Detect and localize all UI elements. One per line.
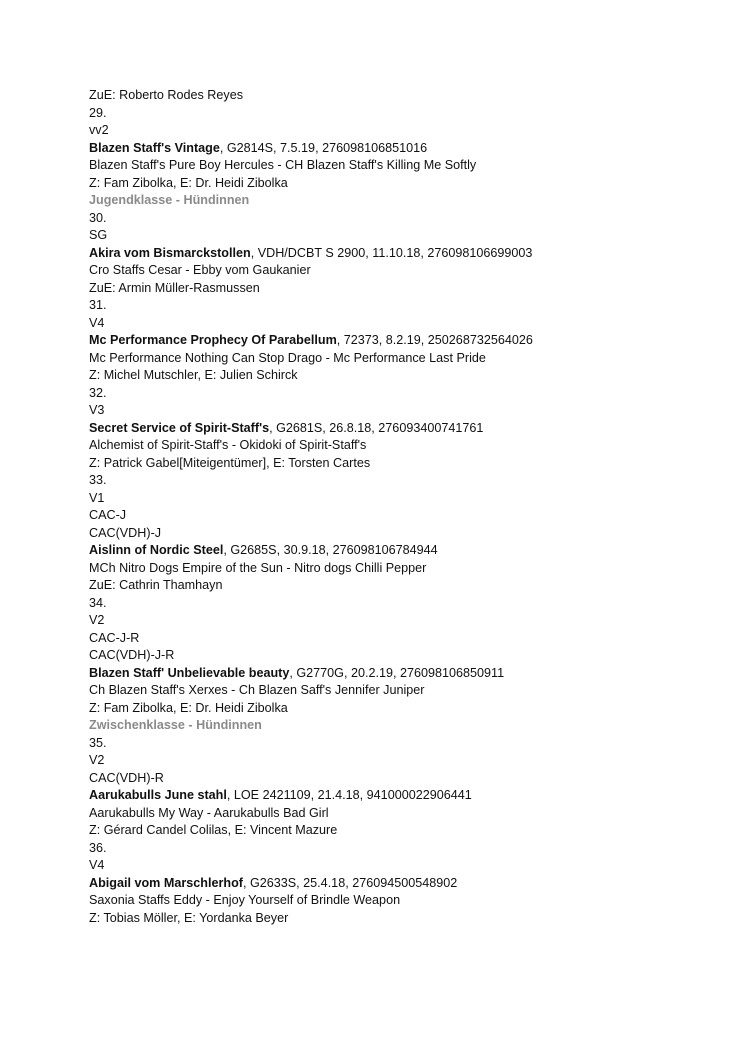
document-body bbox=[89, 87, 709, 927]
text-line: V3 bbox=[89, 403, 105, 417]
text-line: SG bbox=[89, 228, 108, 242]
dog-entry-line bbox=[89, 245, 709, 263]
text-line: CAC(VDH)-J-R bbox=[89, 648, 175, 662]
text-line: Cro Staffs Cesar - Ebby vom Gaukanier bbox=[89, 263, 311, 277]
text-line: 35. bbox=[89, 735, 107, 750]
dog-details: , G2685S, 30.9.18, 276098106784944 bbox=[223, 543, 438, 557]
dog-name: Abigail vom Marschlerhof bbox=[89, 875, 243, 890]
text-line: V4 bbox=[89, 315, 105, 330]
text-line: Blazen Staff's Pure Boy Hercules - CH Blazen Staff's Killing Me Softly bbox=[89, 158, 477, 172]
dog-name: Blazen Staff's Vintage bbox=[89, 140, 220, 155]
text-line: CAC-J bbox=[89, 508, 127, 522]
text-line: 36. bbox=[89, 840, 107, 855]
text-line: 31. bbox=[89, 298, 107, 312]
text-line: ZuE: Cathrin Thamhayn bbox=[89, 578, 223, 592]
text-line: Z: Fam Zibolka, E: Dr. Heidi Zibolka bbox=[89, 700, 288, 715]
dog-details: , 72373, 8.2.19, 250268732564026 bbox=[336, 333, 533, 347]
dog-name: Aarukabulls June stahl bbox=[89, 788, 227, 802]
dog-details: , G2681S, 26.8.18, 276093400741761 bbox=[269, 420, 484, 435]
text-line: 29. bbox=[89, 105, 107, 120]
dog-name: Secret Service of Spirit-Staff's bbox=[89, 420, 270, 435]
class-section-heading: Zwischenklasse - Hündinnen bbox=[89, 718, 262, 732]
text-line: Ch Blazen Staff's Xerxes - Ch Blazen Saff's Jennifer Juniper bbox=[89, 683, 425, 697]
dog-name: Mc Performance Prophecy Of Parabellum bbox=[89, 333, 337, 347]
text-line: V2 bbox=[89, 753, 105, 767]
text-line: Z: Tobias Möller, E: Yordanka Beyer bbox=[89, 910, 289, 925]
text-line: ZuE: Armin Müller-Rasmussen bbox=[89, 280, 260, 295]
text-line: Mc Performance Nothing Can Stop Drago - Mc Performance Last Pride bbox=[89, 350, 486, 365]
text-line: Aarukabulls My Way - Aarukabulls Bad Girl bbox=[89, 805, 329, 820]
text-line: vv2 bbox=[89, 123, 109, 137]
dog-details: , G2770G, 20.2.19, 276098106850911 bbox=[289, 665, 505, 680]
dog-entry-line bbox=[89, 332, 709, 350]
class-section-heading: Jugendklasse - Hündinnen bbox=[89, 193, 250, 207]
dog-name: Blazen Staff' Unbelievable beauty bbox=[89, 665, 290, 680]
text-line: CAC(VDH)-J bbox=[89, 525, 162, 540]
text-line: V1 bbox=[89, 490, 105, 505]
text-line: Z: Patrick Gabel[Miteigentümer], E: Torsten Cartes bbox=[89, 455, 371, 470]
text-line: CAC(VDH)-R bbox=[89, 770, 164, 785]
dog-entry-line bbox=[89, 420, 709, 438]
dog-details: , VDH/DCBT S 2900, 11.10.18, 276098106699003 bbox=[250, 245, 533, 260]
text-line: MCh Nitro Dogs Empire of the Sun - Nitro dogs Chilli Pepper bbox=[89, 560, 427, 575]
text-line: 32. bbox=[89, 385, 107, 400]
text-line: 33. bbox=[89, 473, 107, 487]
dog-name: Aislinn of Nordic Steel bbox=[89, 543, 224, 557]
text-line: V2 bbox=[89, 613, 105, 627]
dog-details: , G2633S, 25.4.18, 276094500548902 bbox=[242, 875, 458, 890]
dog-entry-line bbox=[89, 787, 709, 805]
dog-entry-line bbox=[89, 542, 709, 560]
text-line: Alchemist of Spirit-Staff's - Okidoki of Spirit-Staff's bbox=[89, 438, 367, 452]
dog-name: Akira vom Bismarckstollen bbox=[89, 245, 251, 260]
dog-entry-line bbox=[89, 140, 709, 158]
text-line: Z: Fam Zibolka, E: Dr. Heidi Zibolka bbox=[89, 175, 288, 190]
dog-details: , LOE 2421109, 21.4.18, 941000022906441 bbox=[226, 788, 472, 802]
text-line: ZuE: Roberto Rodes Reyes bbox=[89, 88, 243, 102]
text-line: V4 bbox=[89, 858, 105, 872]
dog-details: , G2814S, 7.5.19, 276098106851016 bbox=[219, 140, 428, 155]
dog-entry-line bbox=[89, 665, 709, 683]
text-line: 30. bbox=[89, 210, 107, 225]
text-line: 34. bbox=[89, 595, 107, 610]
text-line: Z: Michel Mutschler, E: Julien Schirck bbox=[89, 368, 298, 382]
text-line: Z: Gérard Candel Colilas, E: Vincent Mazure bbox=[89, 823, 338, 837]
dog-entry-line bbox=[89, 875, 709, 893]
text-line: CAC-J-R bbox=[89, 630, 140, 645]
text-line: Saxonia Staffs Eddy - Enjoy Yourself of Brindle Weapon bbox=[89, 893, 401, 907]
